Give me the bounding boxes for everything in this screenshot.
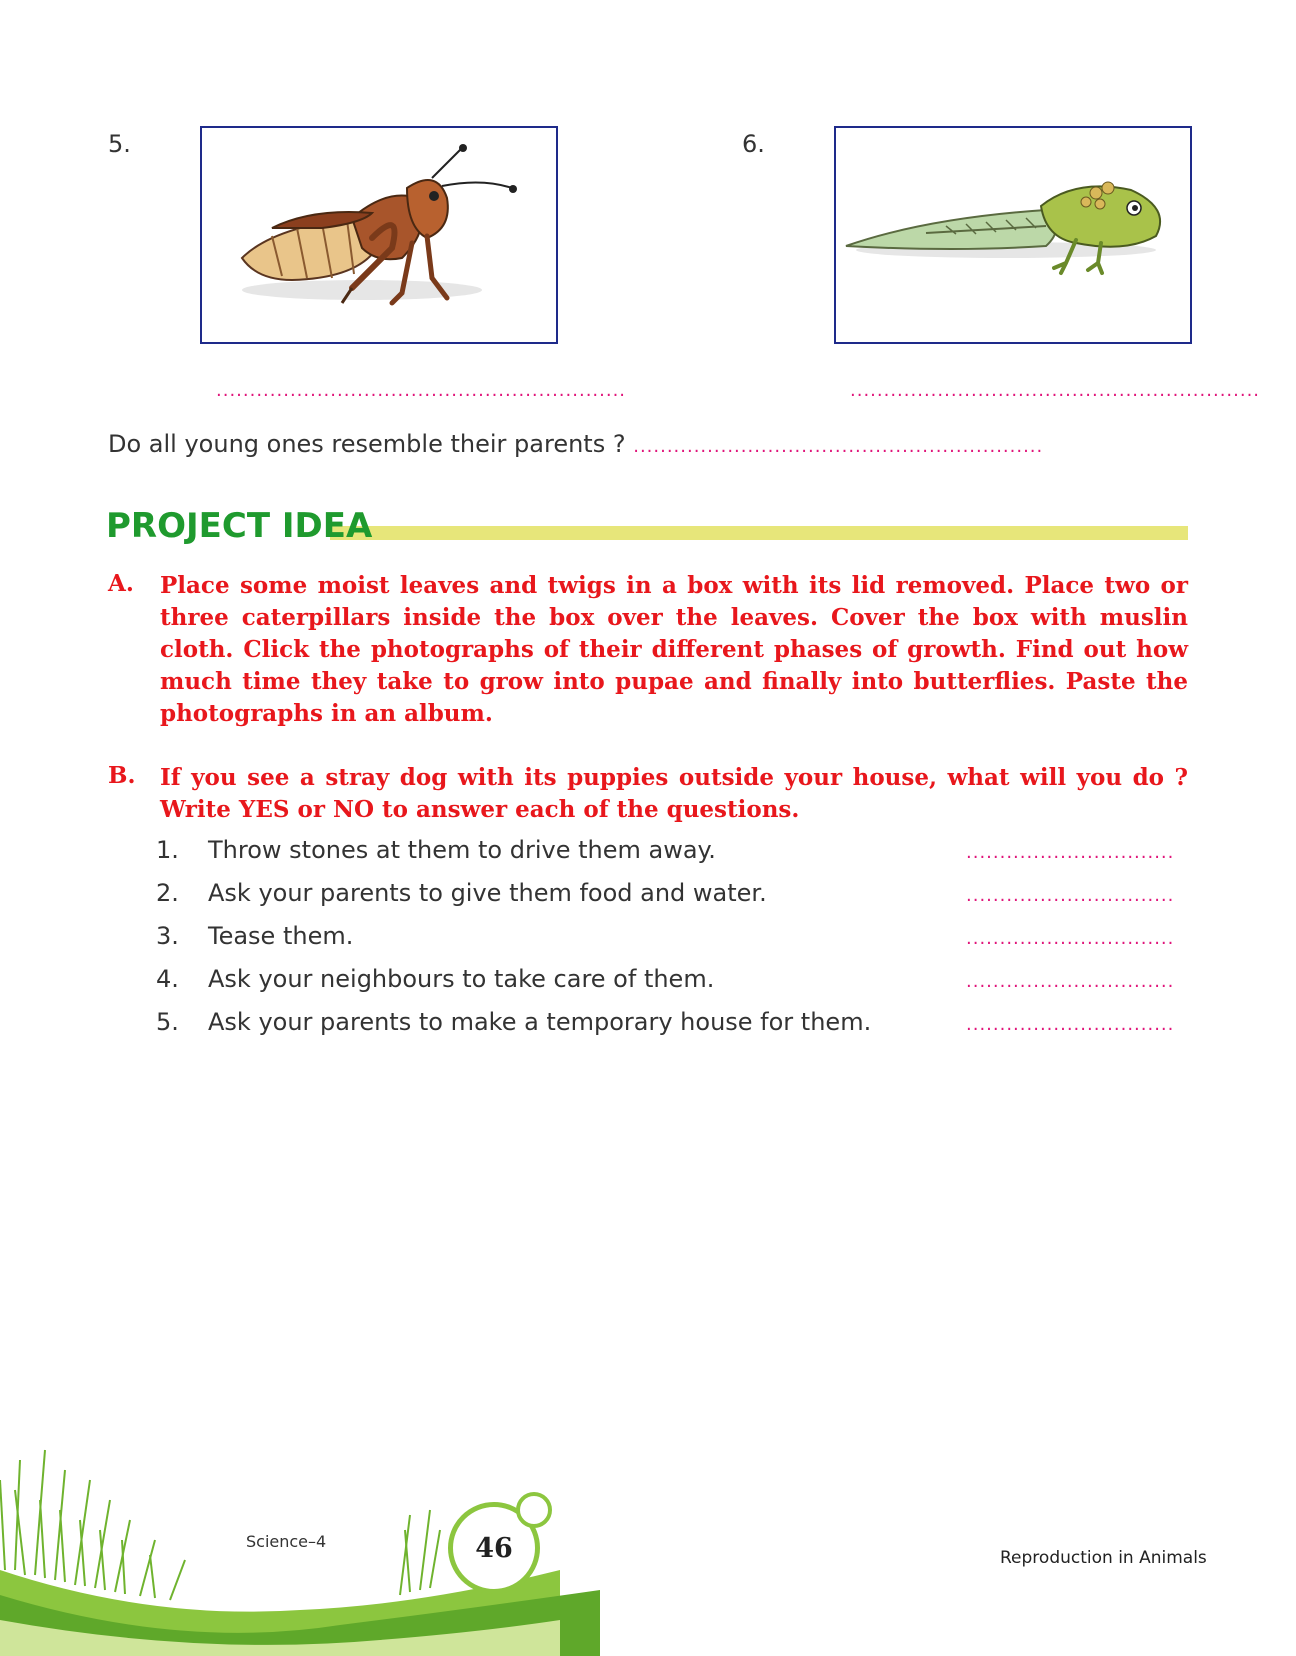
page-number: 46 [448,1502,540,1594]
project-b-letter: B. [108,762,136,789]
page-number-decor-circle [516,1492,552,1528]
project-title: PROJECT IDEA [106,506,373,546]
item-answer-line[interactable]: ............................... [966,842,1175,863]
picture-number-6: 6. [742,130,765,158]
footer-book-title: Science–4 [246,1532,327,1551]
item-number: 4. [156,965,179,993]
item-number: 5. [156,1008,179,1036]
answer-line-5[interactable]: ............................................................. [216,380,627,401]
grasshopper-icon [202,128,556,342]
item-answer-line[interactable]: ............................... [966,928,1175,949]
project-a-letter: A. [108,570,134,597]
project-title-bar [330,526,1188,540]
question-text: Do all young ones resemble their parents ? [108,430,626,458]
answer-line-6[interactable]: ............................................................. [850,380,1261,401]
item-answer-line[interactable]: ............................... [966,971,1175,992]
footer-chapter-title: Reproduction in Animals [1000,1548,1207,1568]
resemble-question [108,430,1043,458]
project-a-text: Place some moist leaves and twigs in a box with its lid removed. Place two or three caterpillars inside the box over the leaves. Cover the box with muslin cloth. Click the photographs of their different phases of growth. Find out how much time they take to grow into pupae and finally into butterflies. Paste the photographs in an album. [160,572,1188,727]
question-answer-line[interactable]: ............................................................. [633,436,1044,457]
picture-box-6 [834,126,1192,344]
project-b-text: If you see a stray dog with its puppies outside your house, what will you do ? Write YES or NO to answer each of the questions. [160,764,1188,823]
item-answer-line[interactable]: ............................... [966,1014,1175,1035]
tadpole-icon [836,128,1190,342]
item-text: Ask your parents to make a temporary house for them. [208,1008,872,1036]
item-text: Ask your neighbours to take care of them. [208,965,715,993]
item-number: 3. [156,922,179,950]
item-answer-line[interactable]: ............................... [966,885,1175,906]
item-text: Ask your parents to give them food and water. [208,879,767,907]
item-number: 1. [156,836,179,864]
item-text: Throw stones at them to drive them away. [208,836,716,864]
item-text: Tease them. [208,922,354,950]
item-number: 2. [156,879,179,907]
grass-decoration [0,1420,700,1656]
picture-number-5: 5. [108,130,131,158]
picture-box-5 [200,126,558,344]
